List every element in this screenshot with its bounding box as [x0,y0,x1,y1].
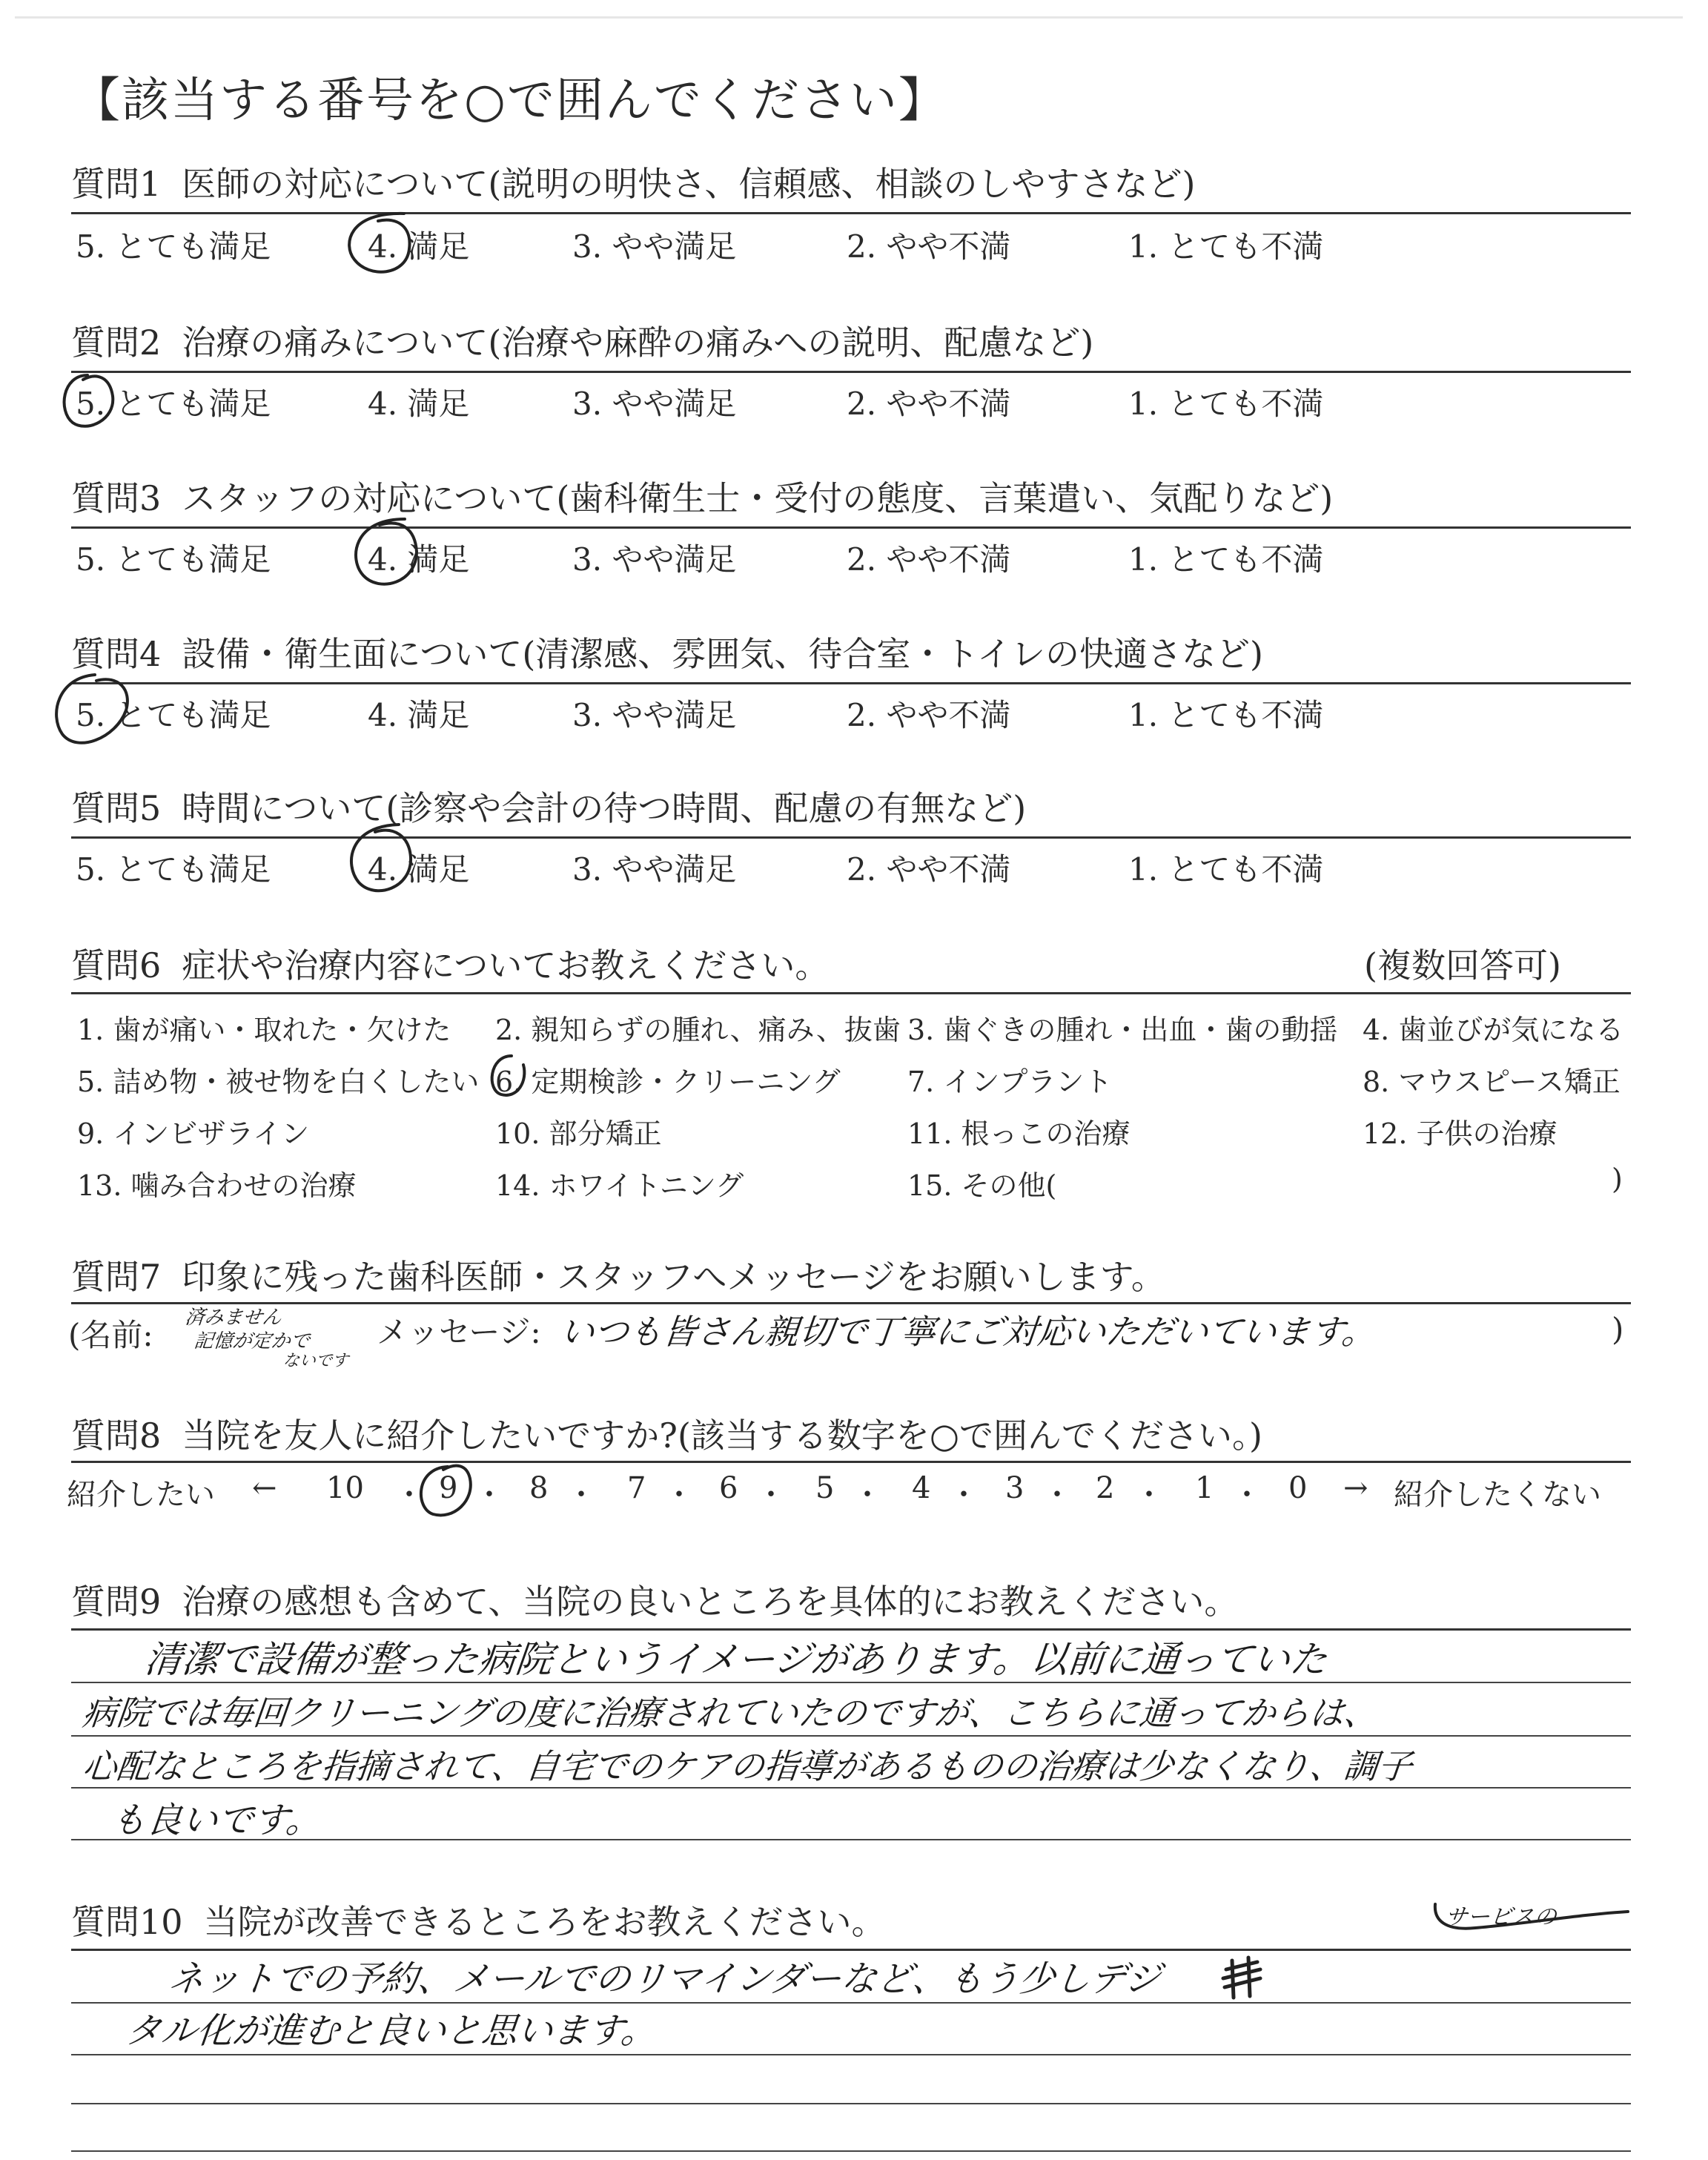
question-text: 当院が改善できるところをお教えください。 [203,1902,886,1942]
question-10-title [71,1895,886,1944]
page-title: 【該当する番号を○で囲んでください】 [73,73,947,128]
answer-line [71,1735,1631,1737]
q6-option-12[interactable]: 12. 子供の治療 [1363,1117,1558,1150]
answer-line [71,2103,1631,2104]
q6-option-11[interactable]: 11. 根っこの治療 [907,1117,1131,1150]
q6-option-4[interactable]: 4. 歯並びが気になる [1363,1014,1624,1046]
question-9-title [71,1575,1238,1624]
question-text: 設備・衛生面について(清潔感、雰囲気、待合室・トイレの快適さなど) [182,634,1263,674]
question-text: 医師の対応について(説明の明快さ、信頼感、相談のしやすさなど) [182,164,1196,204]
question-8-rule [71,1461,1631,1463]
q1-option-5[interactable]: 5. とても満足 [76,228,271,265]
question-1-rule [71,212,1631,214]
scale-dot: ・ [853,1478,882,1512]
question-4-rule [71,682,1631,684]
question-1-title [71,157,1195,206]
multiple-answers-note: (複数回答可) [1364,945,1561,985]
q6-option-8[interactable]: 8. マウスピース矯正 [1363,1066,1621,1098]
q3-option-5[interactable]: 5. とても満足 [76,541,271,578]
question-6-rule [71,992,1631,994]
question-text: 時間について(診察や会計の待つ時間、配慮の有無など) [182,788,1027,828]
q9-answer-line-4: も良いです。 [108,1800,324,1841]
q3-option-1[interactable]: 1. とても不満 [1128,541,1324,578]
question-number: 質問2 [71,323,162,363]
scale-1[interactable]: 1 [1195,1471,1214,1505]
question-6-title [71,939,829,988]
left-arrow: ← [252,1471,277,1505]
q2-option-3[interactable]: 3. やや満足 [572,386,737,422]
scale-dot: ・ [756,1478,786,1512]
q1-option-4[interactable]: 4. 満足 [368,228,470,265]
question-3-title [71,472,1333,521]
q6-option-10[interactable]: 10. 部分矯正 [495,1117,662,1150]
scale-3[interactable]: 3 [1005,1471,1025,1505]
question-7-rule [71,1302,1631,1304]
scale-4[interactable]: 4 [912,1471,931,1505]
q4-option-2[interactable]: 2. やや不満 [847,697,1011,733]
q6-option-15-close: ) [1612,1163,1623,1195]
handwritten-name-line-2: 記憶が定かで [193,1330,311,1353]
question-number: 質問6 [71,945,162,985]
message-label: メッセージ: [377,1314,541,1350]
question-text: 治療の痛みについて(治療や麻酔の痛みへの説明、配慮など) [182,323,1094,363]
q9-answer-line-3: 心配なところを指摘されて、自宅でのケアの指導があるものの治療は少なくなり、調子 [80,1746,1414,1786]
q6-option-5[interactable]: 5. 詰め物・被せ物を白くしたい [77,1066,480,1098]
name-label: (名前: [68,1317,153,1353]
question-number: 質問4 [71,634,162,674]
q1-option-1[interactable]: 1. とても不満 [1128,228,1324,265]
question-2-rule [71,371,1631,373]
q3-option-3[interactable]: 3. やや満足 [572,541,737,578]
q2-option-5[interactable]: 5. とても満足 [76,386,271,422]
scale-dot: ・ [1232,1478,1262,1512]
question-text: 当院を友人に紹介したいですか?(該当する数字を○で囲んでください。) [182,1416,1262,1456]
scale-dot: ・ [664,1478,694,1512]
q2-option-4[interactable]: 4. 満足 [368,386,470,422]
scale-dot: ・ [1042,1478,1072,1512]
q2-option-2[interactable]: 2. やや不満 [847,386,1011,422]
q9-answer-line-2: 病院では毎回クリーニングの度に治療されていたのですが、こちらに通ってからは、 [80,1693,1380,1733]
question-3-rule [71,526,1631,529]
answer-line [71,2054,1631,2055]
scale-10[interactable]: 10 [326,1471,364,1505]
question-number: 質問9 [71,1582,162,1622]
q5-option-5[interactable]: 5. とても満足 [76,851,271,888]
question-7-title [71,1250,1165,1299]
q6-option-15[interactable]: 15. その他( [907,1169,1057,1202]
scan-top-edge [15,16,1683,19]
scale-dot: ・ [1134,1478,1164,1512]
handwritten-name-line-3: ないです [282,1352,350,1370]
recommend-left-label: 紹介したい [67,1478,215,1512]
message-close-paren: ) [1612,1311,1624,1347]
q10-answer-line-1: ネットでの予約、メールでのリマインダーなど、もう少しデジ [166,1958,1163,2000]
question-8-title [71,1409,1262,1458]
question-text: 治療の感想も含めて、当院の良いところを具体的にお教えください。 [182,1582,1239,1622]
q5-option-4[interactable]: 4. 満足 [368,851,470,888]
scale-dot: ・ [949,1478,979,1512]
question-number: 質問7 [71,1257,162,1297]
q6-option-1[interactable]: 1. 歯が痛い・取れた・欠けた [77,1014,451,1046]
q1-option-3[interactable]: 3. やや満足 [572,228,737,265]
q10-answer-line-2: タル化が進むと良いと思います。 [123,2010,659,2052]
question-text: 症状や治療内容についてお教えください。 [182,945,830,985]
question-2-title [71,316,1093,365]
scale-5[interactable]: 5 [815,1471,835,1505]
q6-option-9[interactable]: 9. インビザライン [77,1117,310,1150]
handwritten-message: いつも皆さん親切で丁寧にご対応いただいています。 [557,1312,1378,1352]
q4-option-3[interactable]: 3. やや満足 [572,697,737,733]
q5-option-1[interactable]: 1. とても不満 [1128,851,1324,888]
question-5-rule [71,836,1631,839]
question-number: 質問3 [71,478,162,518]
q2-option-1[interactable]: 1. とても不満 [1128,386,1324,422]
q5-option-2[interactable]: 2. やや不満 [847,851,1011,888]
scale-dot: ・ [566,1478,596,1512]
question-4-title [71,627,1263,676]
scale-2[interactable]: 2 [1096,1471,1115,1505]
scale-9[interactable]: 9 [439,1471,458,1505]
question-number: 質問10 [71,1902,183,1942]
question-text: 印象に残った歯科医師・スタッフへメッセージをお願いします。 [182,1257,1165,1297]
q10-insertion-note: サービスの [1443,1904,1558,1930]
q6-option-7[interactable]: 7. インプラント [907,1066,1113,1098]
q6-option-6[interactable]: 6. 定期検診・クリーニング [495,1066,841,1098]
strike-mark-q10 [1223,1958,1260,1998]
q4-option-5[interactable]: 5. とても満足 [76,697,271,733]
recommend-right-label: 紹介したくない [1394,1478,1601,1512]
handwritten-name-line-1: 済みません [184,1307,283,1329]
q6-option-3[interactable]: 3. 歯ぐきの腫れ・出血・歯の動揺 [907,1014,1338,1046]
q3-option-4[interactable]: 4. 満足 [368,541,470,578]
question-5-title [71,782,1026,830]
q5-option-3[interactable]: 3. やや満足 [572,851,737,888]
q6-option-13[interactable]: 13. 噛み合わせの治療 [77,1169,357,1202]
question-text: スタッフの対応について(歯科衛生士・受付の態度、言葉遣い、気配りなど) [182,478,1334,518]
q3-option-2[interactable]: 2. やや不満 [847,541,1011,578]
q4-option-4[interactable]: 4. 満足 [368,697,470,733]
q9-answer-line-1: 清潔で設備が整った病院というイメージがあります。以前に通っていた [142,1638,1330,1681]
scale-7[interactable]: 7 [627,1471,646,1505]
q1-option-2[interactable]: 2. やや不満 [847,228,1011,265]
scale-0[interactable]: 0 [1288,1471,1308,1505]
question-number: 質問8 [71,1416,162,1456]
q6-option-14[interactable]: 14. ホワイトニング [495,1169,744,1202]
q4-option-1[interactable]: 1. とても不満 [1128,697,1324,733]
right-arrow: → [1343,1471,1368,1505]
question-number: 質問5 [71,788,162,828]
question-number: 質問1 [71,164,162,204]
answer-line [71,2150,1631,2152]
scale-dot: ・ [474,1478,504,1512]
scale-8[interactable]: 8 [529,1471,549,1505]
scale-dot: ・ [394,1478,424,1512]
q6-option-2[interactable]: 2. 親知らずの腫れ、痛み、抜歯 [495,1014,901,1046]
scale-6[interactable]: 6 [719,1471,738,1505]
